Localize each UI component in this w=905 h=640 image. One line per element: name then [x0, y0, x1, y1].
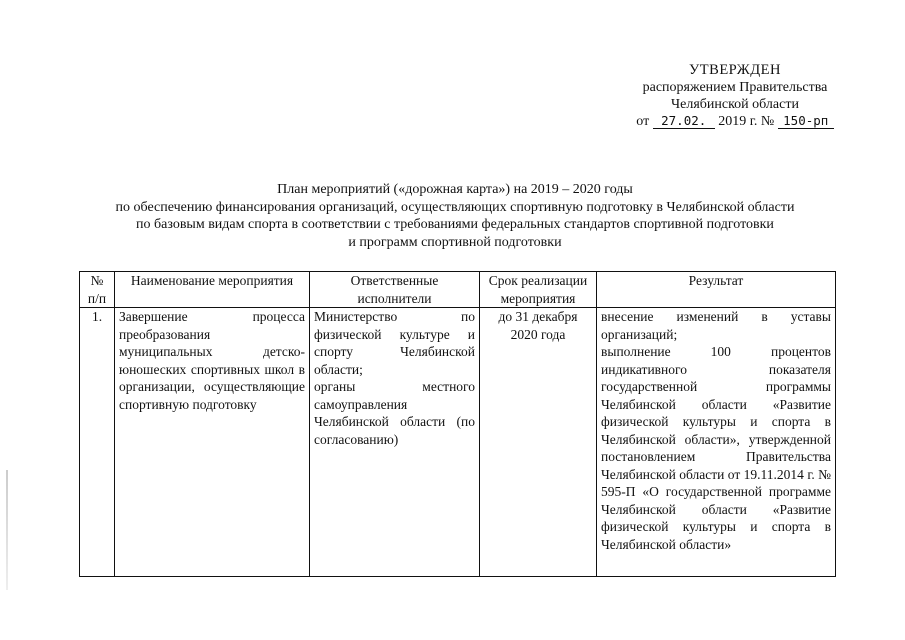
- handwritten-number: 150-рп: [778, 114, 834, 129]
- cell-executors: [310, 308, 480, 577]
- executor-local-authorities: органы местного самоуправления Челябинской области (по согласованию): [314, 379, 475, 447]
- date-suffix: 2019 г. №: [718, 114, 775, 129]
- date-prefix: от: [636, 114, 650, 129]
- cell-result: [597, 308, 836, 577]
- plan-title-line-4: и программ спортивной подготовки: [348, 234, 562, 250]
- cell-term: до 31 декабря 2020 года: [480, 308, 597, 577]
- header-result: Результат: [597, 272, 836, 308]
- header-name: Наименование мероприятия: [115, 272, 310, 308]
- header-num: № п/п: [80, 272, 115, 308]
- approval-line-2: Челябинской области: [671, 97, 799, 112]
- plan-table: [79, 271, 836, 577]
- approval-title: УТВЕРЖДЕН: [689, 62, 781, 78]
- plan-title-line-3: по базовым видам спорта в соответствии с требованиями федеральных стандартов спортивной подготовки: [136, 217, 774, 232]
- cell-name: Завершение процесса преобразования муниципальных детско-юношеских спортивных школ в организации, осуществляющие спортивную подготовку: [115, 308, 310, 577]
- table-header-row: [80, 272, 836, 308]
- cell-num: 1.: [80, 308, 115, 577]
- approval-stamp: [600, 62, 870, 130]
- plan-title: [70, 181, 840, 251]
- table-row: [80, 308, 836, 577]
- approval-date-line: [600, 113, 870, 130]
- result-item-2: выполнение 100 процентов индикативного показателя государственной программы Челябинской области «Развитие физической культуры и спорта в Челябинской области», утвержденной постановлением Правительства Челябинской области от 19.11.2014 г. № 595-П «О государственной программе Челябинской области «Развитие физической культуры и спорта в Челябинской области»: [601, 344, 831, 552]
- executor-ministry: Министерство по физической культуре и спорту Челябинской области;: [314, 309, 475, 377]
- approval-line-1: распоряжением Правительства: [642, 80, 828, 95]
- scan-margin-mark: [6, 470, 8, 590]
- handwritten-date: 27.02.: [653, 114, 715, 129]
- plan-title-line-1: План мероприятий («дорожная карта») на 2019 – 2020 годы: [277, 182, 633, 197]
- header-term: Срок реализации мероприятия: [480, 272, 597, 308]
- plan-title-line-2: по обеспечению финансирования организаций, осуществляющих спортивную подготовку в Челябинской области: [115, 199, 795, 215]
- header-executors: Ответственные исполнители: [310, 272, 480, 308]
- result-item-1: внесение изменений в уставы организаций;: [601, 309, 831, 342]
